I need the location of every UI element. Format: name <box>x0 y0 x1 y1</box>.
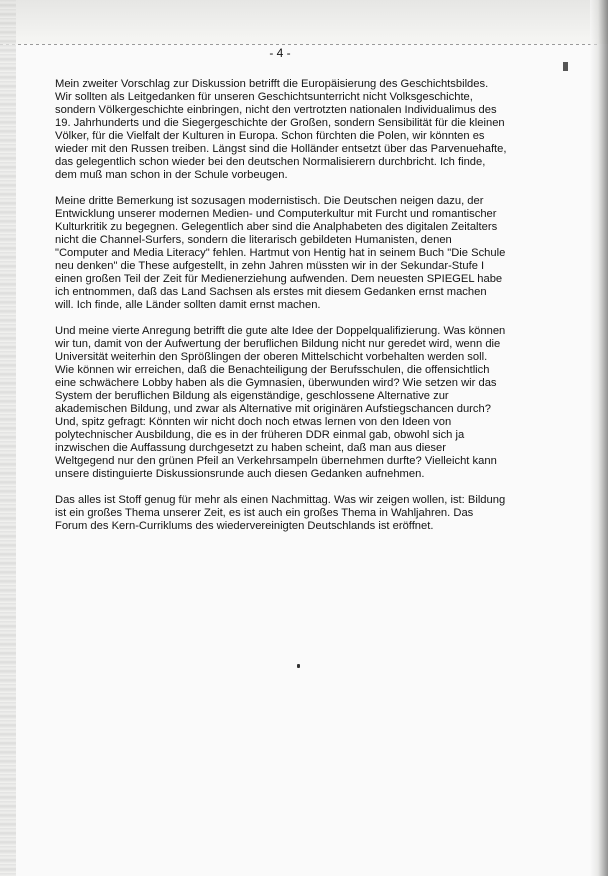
scan-left-edge <box>0 0 16 876</box>
scan-right-edge <box>590 0 608 876</box>
paragraph-3: Und meine vierte Anregung betrifft die gute alte Idee der Doppelqualifizierung. Was können wir tun, damit von der Aufwertung der beruflichen Bildung nicht nur geredet wird, wenn die Universität weiterhin den Sprößlingen der oberen Mittelschicht vorbehalten werden soll. Wie können wir erreichen, daß die Benachteiligung der Berufsschulen, die offensichtlich eine schwächere Lobby haben als die Gymnasien, überwunden wird? Wie setzen wir das System der beruflichen Bildung als eigenständige, geschlossene Alternative zur akademischen Bildung, und zwar als Alternative mit originären Aufstiegschancen durch? Und, spitz gefragt: Könnten wir nicht doch noch etwas lernen von den Ideen von polytechnischer Ausbildung, die es in der früheren DDR einmal gab, obwohl sich ja inzwischen die Auffassung durchgesetzt zu haben scheint, daß man aus dieser Weltgegend nur den grünen Pfeil an Verkehrsampeln übernehmen durfte? Vielleicht kann unsere distinguierte Diskussionsrunde auch diesen Gedanken aufnehmen. <box>55 325 506 480</box>
scan-mark <box>563 62 568 71</box>
paragraph-2: Meine dritte Bemerkung ist sozusagen modernistisch. Die Deutschen neigen dazu, der Entwicklung unserer modernen Medien- und Computerkultur mit Furcht und romantischer Kulturkritik zu begegnen. Gelegentlich aber sind die Analphabeten des digitalen Zeitalters nicht die Channel-Surfers, sondern die literarisch gebildeten Humanisten, denen "Computer and Media Literacy" fehlen. Hartmut von Hentig hat in seinem Buch "Die Schule neu denken" die These aufgestellt, in zehn Jahren müssten wir in der Sekundar-Stufe I einen großen Teil der Zeit für Medienerziehung aufwenden. Dem neuesten SPIEGEL habe ich entnommen, daß das Land Sachsen als erstes mit diesem Gedanken ernst machen will. Ich finde, alle Länder sollten damit ernst machen. <box>55 195 506 311</box>
paragraph-4: Das alles ist Stoff genug für mehr als einen Nachmittag. Was wir zeigen wollen, ist: Bildung ist ein großes Thema unserer Zeit, es ist auch ein großes Thema in Wahljahren. Das Forum des Kern-Curriklums des wiedervereinigten Deutschlands ist eröffnet. <box>55 494 506 532</box>
scan-top-shadow <box>0 0 608 44</box>
scan-speck <box>297 664 300 668</box>
page-number: - 4 - <box>269 46 291 60</box>
document-body <box>55 78 507 546</box>
paragraph-1: Mein zweiter Vorschlag zur Diskussion betrifft die Europäisierung des Geschichtsbildes. Wir sollten als Leitgedanken für unseren Geschichtsunterricht nicht Volksgeschichte, sondern Völkergeschichte einbringen, nicht den vertrotzten nationalen Individualimus des 19. Jahrhunderts und die Siegergeschichte der Großen, sondern Sensibilität für die kleinen Völker, für die Vielfalt der Kulturen in Europa. Schon fürchten die Polen, wir könnten es wieder mit den Russen treiben. Längst sind die Holländer entsetzt über das Parvenuehafte, das gelegentlich schon wieder bei den deutschen Normalisierern durchbricht. Ich finde, dem muß man schon in der Schule vorbeugen. <box>55 78 507 181</box>
scan-edge-line <box>0 44 600 45</box>
